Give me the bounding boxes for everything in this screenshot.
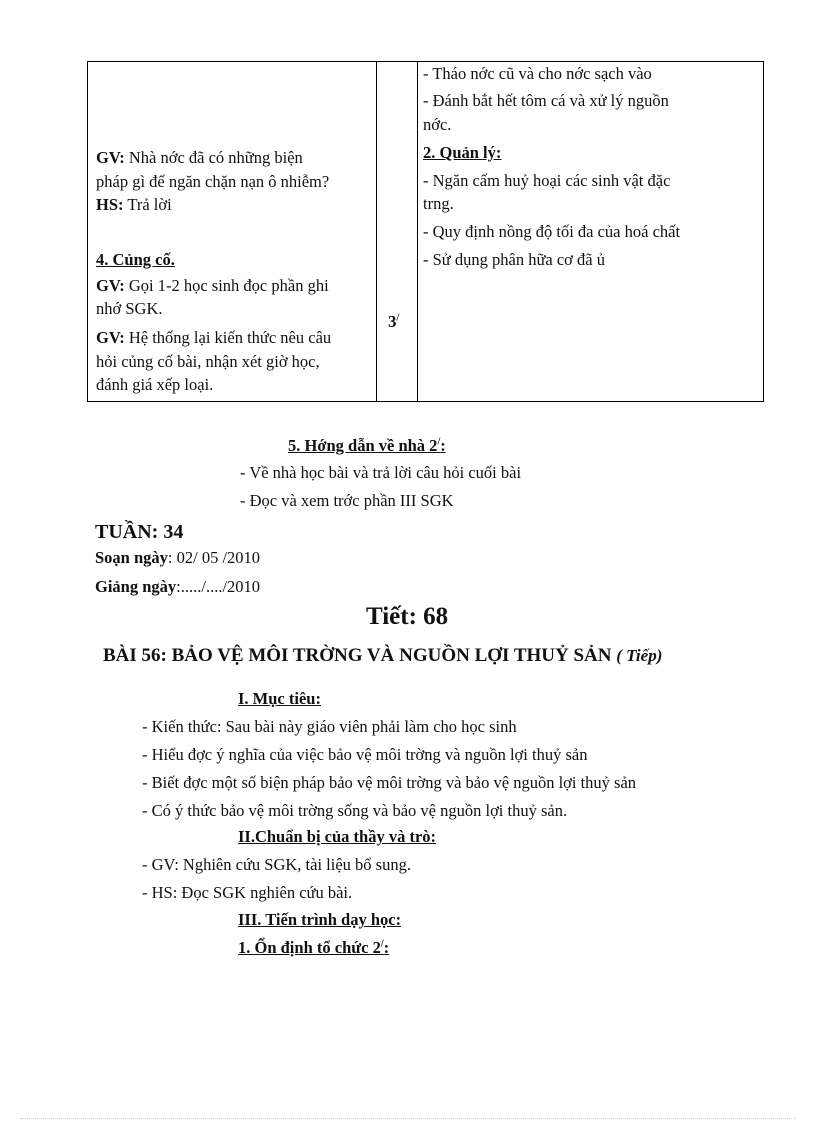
preparation-item: - GV: Nghiên cứu SGK, tài liệu bổ sung. <box>142 855 411 874</box>
objective-item: - Kiến thức: Sau bài này giáo viên phải làm cho học sinh <box>142 717 517 736</box>
lesson-title: BÀI 56: BẢO VỆ MÔI TRỜNG VÀ NGUỒN LỢI THUỶ SẢN ( Tiếp) <box>103 645 663 666</box>
content-cell <box>418 62 764 402</box>
week-heading: TUẦN: 34 <box>95 521 184 543</box>
prep-date: Soạn ngày: 02/ 05 /2010 <box>95 548 261 567</box>
time-value: 3/ <box>388 312 400 331</box>
period-title: Tiết: 68 <box>366 603 449 630</box>
gv-question-line2: pháp gì để ngăn chặn nạn ô nhiễm? <box>96 172 330 191</box>
gv-consolidation-line1: GV: Gọi 1-2 học sinh đọc phần ghi <box>96 276 329 295</box>
hs-answer-line: HS: Trả lời <box>96 195 172 214</box>
teacher-activity-cell <box>88 62 377 402</box>
objective-item: - Hiểu đợc ý nghĩa của việc bảo vệ môi trờng và nguồn lợi thuỷ sản <box>142 745 588 764</box>
gv-summary-line2: hỏi củng cố bài, nhận xét giờ học, <box>96 352 320 371</box>
content-line6: - Quy định nồng độ tối đa của hoá chất <box>423 222 681 241</box>
objective-item: - Biết đợc một số biện pháp bảo vệ môi trờng và bảo vệ nguồn lợi thuỷ sản <box>142 773 637 792</box>
gv-summary-line1: GV: Hệ thống lại kiến thức nêu câu <box>96 328 332 347</box>
teach-date: Giảng ngày:...../..../2010 <box>95 577 261 596</box>
gv-consolidation-line2: nhớ SGK. <box>96 299 163 318</box>
section2-title: 2. Quản lý: <box>423 143 502 162</box>
content-line7: - Sử dụng phân hữa cơ đã ủ <box>423 250 605 269</box>
preparation-title: II.Chuẩn bị của thầy và trò: <box>238 827 437 846</box>
time-cell <box>377 62 418 402</box>
homework-title: 5. Hớng dẫn về nhà 2/: <box>288 436 446 455</box>
homework-item1: - Về nhà học bài và trả lời câu hỏi cuối bài <box>240 463 522 482</box>
content-line3: nớc. <box>423 115 452 134</box>
section4-title: 4. Củng cố. <box>96 250 175 269</box>
objectives-title: I. Mục tiêu: <box>238 689 321 708</box>
page-footer-divider <box>20 1118 796 1119</box>
content-line4: - Ngăn cấm huỷ hoại các sinh vật đặc <box>423 171 671 190</box>
gv-question-line1: GV: Nhà nớc đã có những biện <box>96 148 303 167</box>
objective-item: - Có ý thức bảo vệ môi trờng sống và bảo vệ nguồn lợi thuỷ sản. <box>142 801 568 820</box>
lesson-plan-table <box>87 61 764 402</box>
process-step1: 1. Ổn định tổ chức 2/: <box>238 938 390 957</box>
content-line1: - Tháo nớc cũ và cho nớc sạch vào <box>423 64 652 83</box>
homework-item2: - Đọc và xem trớc phần III SGK <box>240 491 454 510</box>
gv-summary-line3: đánh giá xếp loại. <box>96 375 214 394</box>
content-line2: - Đánh bắt hết tôm cá và xử lý nguồn <box>423 91 669 110</box>
process-title: III. Tiến trình dạy học: <box>238 910 402 929</box>
preparation-item: - HS: Đọc SGK nghiên cứu bài. <box>142 883 353 902</box>
content-line5: trng. <box>423 194 454 213</box>
